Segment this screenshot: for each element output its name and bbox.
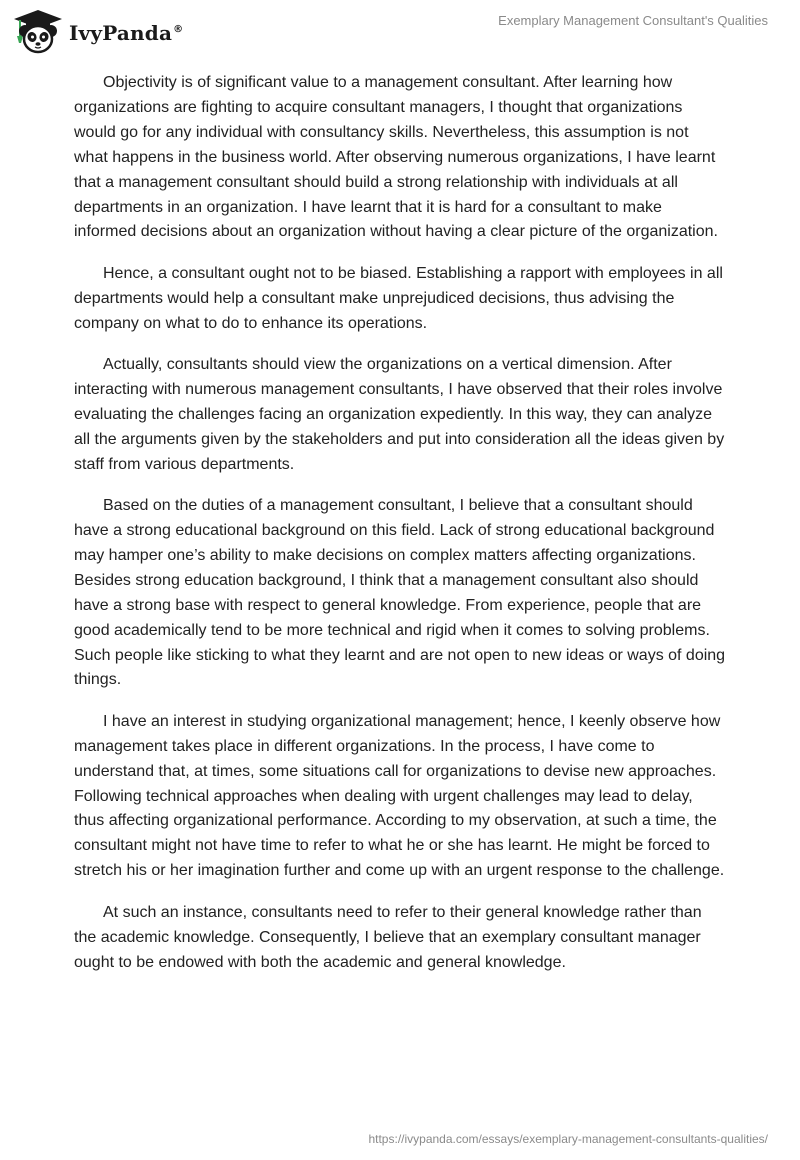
paragraph: Objectivity is of significant value to a management consultant. After learning how organizations are fighting to acquire consultant managers, I thought that organizations would go for any individual with consultancy skills. Nevertheless, this assumption is not what happens in the business world. After observing numerous organizations, I have learnt that a management consultant should build a strong relationship with individuals at all departments in an organization. I have learnt that it is hard for a consultant to make informed decisions about an organization without having a clear picture of the organization. (74, 74, 718, 241)
paragraph: I have an interest in studying organizational management; hence, I keenly observe how management takes place in different organizations. In the process, I have come to understand that, at times, some situations call for organizations to devise new approaches. Following technical approaches when dealing with urgent challenges may lead to delay, thus affecting organizational performance. According to my observation, at such a time, the consultant might not have time to refer to what he or she has learnt. He might be forced to stretch his or her imagination further and come up with an urgent response to the challenge. (74, 712, 725, 880)
paragraph: Actually, consultants should view the organizations on a vertical dimension. After interacting with numerous management consultants, I have observed that their roles involve evaluating the challenges facing an organization expediently. In this way, they can analyze all the arguments given by the stakeholders and put into consideration all the ideas given by staff from various departments. (74, 356, 725, 473)
source-url-link[interactable]: https://ivypanda.com/essays/exemplary-management-consultants-qualities/ (368, 1132, 768, 1146)
document-title: Exemplary Management Consultant's Qualities (498, 13, 768, 28)
registered-mark: ® (173, 24, 184, 35)
paragraph: Hence, a consultant ought not to be biased. Establishing a rapport with employees in all departments would help a consultant make unprejudiced decisions, thus advising the company on what to do to enhance its operations. (74, 264, 723, 332)
brand-name: IvyPanda® (69, 21, 184, 45)
ivypanda-logo-link[interactable] (12, 6, 183, 56)
page-header (0, 0, 800, 66)
panda-graduate-icon (12, 8, 64, 54)
paragraph: Based on the duties of a management consultant, I believe that a consultant should have a strong educational background on this field. Lack of strong educational background may hamper one’s ability to make decisions on complex matters affecting organizations. Besides strong education background, I think that a management consultant also should have a strong base with respect to general knowledge. From experience, people that are good academically tend to be more technical and rigid when it comes to solving problems. Such people like sticking to what they learnt and are not open to new ideas or ways of doing things. (74, 497, 726, 689)
paragraph: At such an instance, consultants need to refer to their general knowledge rather than the academic knowledge. Consequently, I believe that an exemplary consultant manager ought to be endowed with both the academic and general knowledge. (74, 903, 702, 971)
essay-body (74, 71, 726, 992)
